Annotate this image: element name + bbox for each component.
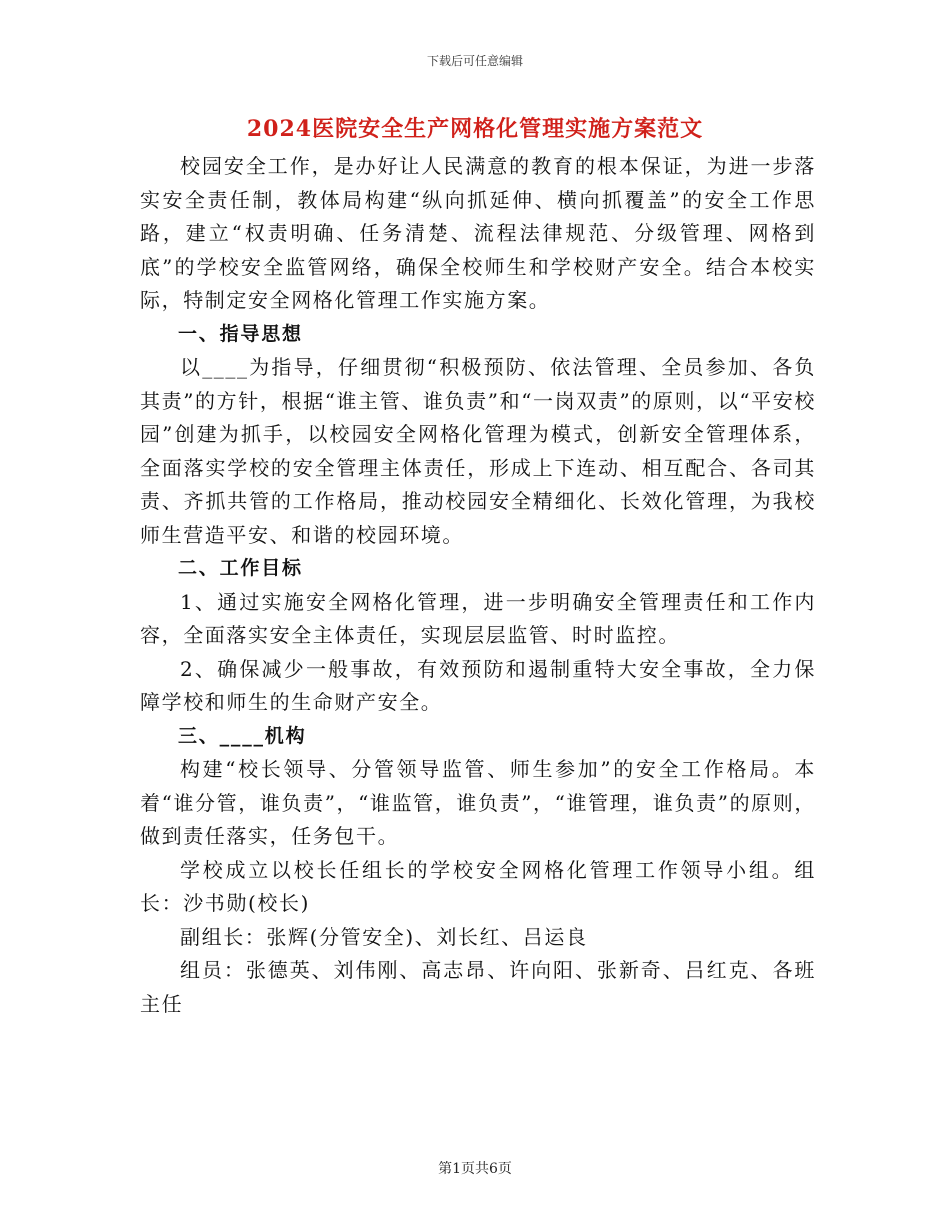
- paragraph-organization-structure: 构建“校长领导、分管领导监管、师生参加”的安全工作格局。本着“谁分管，谁负责”，“谁监管，谁负责”，“谁管理，谁负责”的原则，做到责任落实，任务包干。: [140, 757, 816, 848]
- section-heading-organization: 三、____机构: [178, 724, 307, 747]
- paragraph-goal-2: 2、确保减少一般事故，有效预防和遏制重特大安全事故，全力保障学校和师生的生命财产安全。: [140, 656, 816, 714]
- paragraph-guiding-ideology: 以____为指导，仔细贯彻“积极预防、依法管理、全员参加、各负其责”的方针，根据“谁主管、谁负责”和“一岗双责”的原则，以“平安校园”创建为抓手，以校园安全网格化管理为模式，创新安全管理体系，全面落实学校的安全管理主体责任，形成上下连动、相互配合、各司其责、齐抓共管的工作格局，推动校园安全精细化、长效化管理，为我校师生营造平安、和谐的校园环境。: [140, 355, 816, 547]
- paragraph-intro: 校园安全工作，是办好让人民满意的教育的根本保证，为进一步落实安全责任制，教体局构建“纵向抓延伸、横向抓覆盖”的安全工作思路，建立“权责明确、任务清楚、流程法律规范、分级管理、网格到底”的学校安全监管网络，确保全校师生和学校财产安全。结合本校实际，特制定安全网格化管理工作实施方案。: [140, 154, 816, 312]
- paragraph-members: 组员：张德英、刘伟刚、高志昂、许向阳、张新奇、吕红克、各班主任: [140, 958, 816, 1016]
- paragraph-deputy-leaders: 副组长：张辉(分管安全)、刘长红、吕运良: [180, 924, 588, 949]
- paragraph-goal-1: 1、通过实施安全网格化管理，进一步明确安全管理责任和工作内容，全面落实安全主体责任，实现层层监管、时时监控。: [140, 589, 816, 647]
- section-heading-guiding-ideology: 一、指导思想: [178, 322, 303, 345]
- page-number: 第1页共6页: [438, 1161, 512, 1177]
- header-note: 下载后可任意编辑: [426, 54, 523, 68]
- document-title: 2024医院安全生产网格化管理实施方案范文: [246, 116, 704, 142]
- document-body: [140, 150, 816, 1021]
- paragraph-leadership-group: 学校成立以校长任组长的学校安全网格化管理工作领导小组。组长：沙书勋(校长): [140, 857, 816, 915]
- section-heading-work-goals: 二、工作目标: [178, 557, 303, 579]
